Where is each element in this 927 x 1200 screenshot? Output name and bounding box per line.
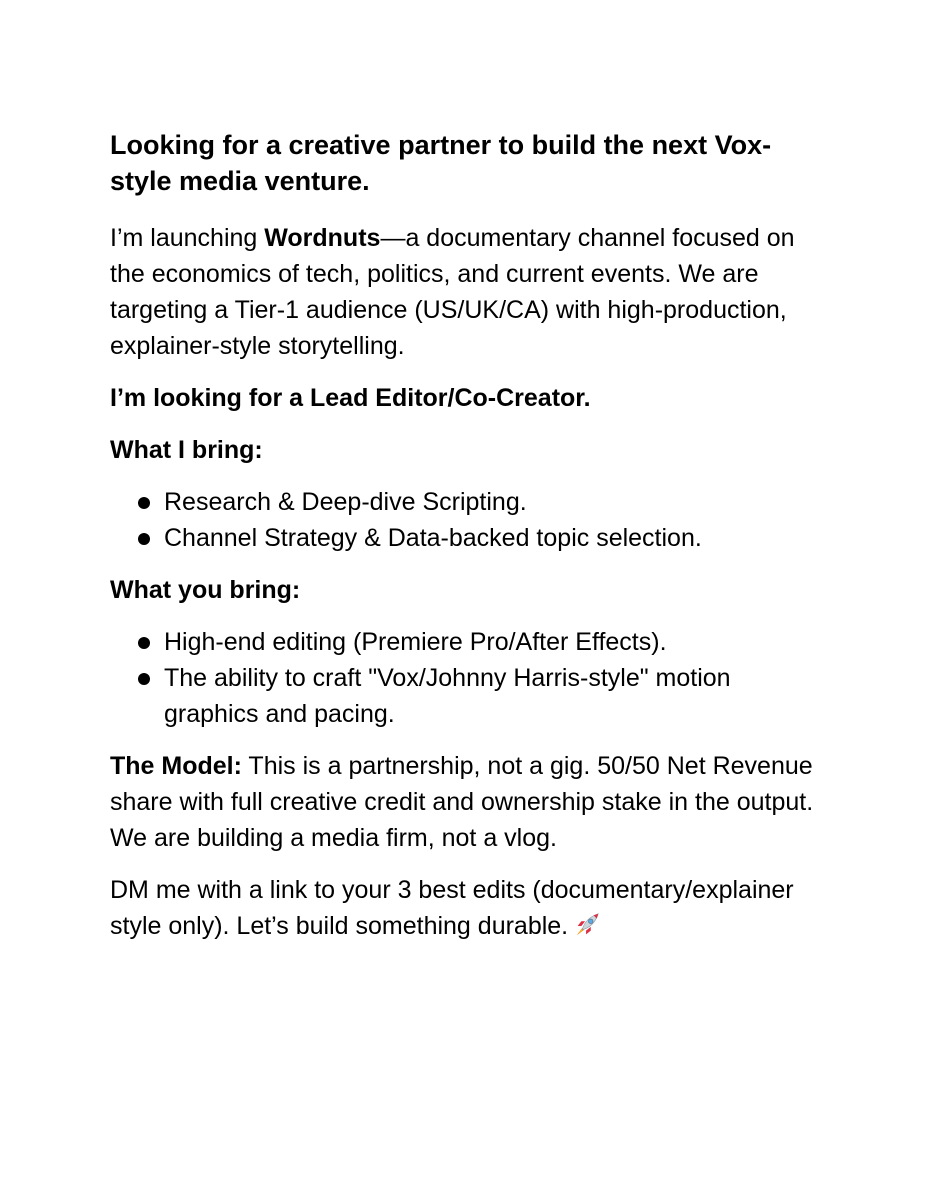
what-i-bring-list	[110, 484, 830, 556]
post-title: Looking for a creative partner to build the next Vox-style media venture.	[110, 130, 772, 196]
list-item	[110, 660, 830, 732]
what-i-bring-heading: What I bring:	[110, 436, 263, 464]
list-item	[110, 484, 830, 520]
document-body	[110, 127, 830, 966]
bullet-icon	[138, 497, 150, 509]
model-paragraph	[110, 748, 830, 856]
model-text: This is a partnership, not a gig. 50/50 Net Revenue share with full creative credit and ownership stake in the output. We are building a media firm, not a vlog.	[110, 752, 814, 852]
intro-suffix: —a documentary channel focused on the economics of tech, politics, and current events. We are targeting a Tier-1 audience (US/UK/CA) with high-production, explainer-style storytelling.	[110, 224, 795, 360]
brand-name: Wordnuts	[264, 224, 381, 252]
what-you-bring-heading: What you bring:	[110, 576, 301, 604]
list-item	[110, 520, 830, 556]
intro-prefix: I’m launching	[110, 224, 265, 252]
looking-for-heading: I’m looking for a Lead Editor/Co-Creator.	[110, 384, 591, 412]
model-label: The Model:	[110, 752, 242, 780]
cta-text: DM me with a link to your 3 best edits (documentary/explainer style only). Let’s build something durable.	[110, 876, 794, 940]
what-you-bring-list	[110, 624, 830, 732]
bullet-icon	[138, 637, 150, 649]
bullet-icon	[138, 533, 150, 545]
intro-paragraph	[110, 220, 830, 364]
rocket-icon	[572, 910, 602, 950]
list-item-text: Research & Deep-dive Scripting.	[164, 488, 527, 516]
list-item-text: High-end editing (Premiere Pro/After Effects).	[164, 628, 667, 656]
bullet-icon	[138, 673, 150, 685]
cta-paragraph	[110, 872, 830, 950]
list-item-text: Channel Strategy & Data-backed topic selection.	[164, 524, 702, 552]
list-item-text: The ability to craft "Vox/Johnny Harris-style" motion graphics and pacing.	[164, 664, 731, 728]
list-item	[110, 624, 830, 660]
